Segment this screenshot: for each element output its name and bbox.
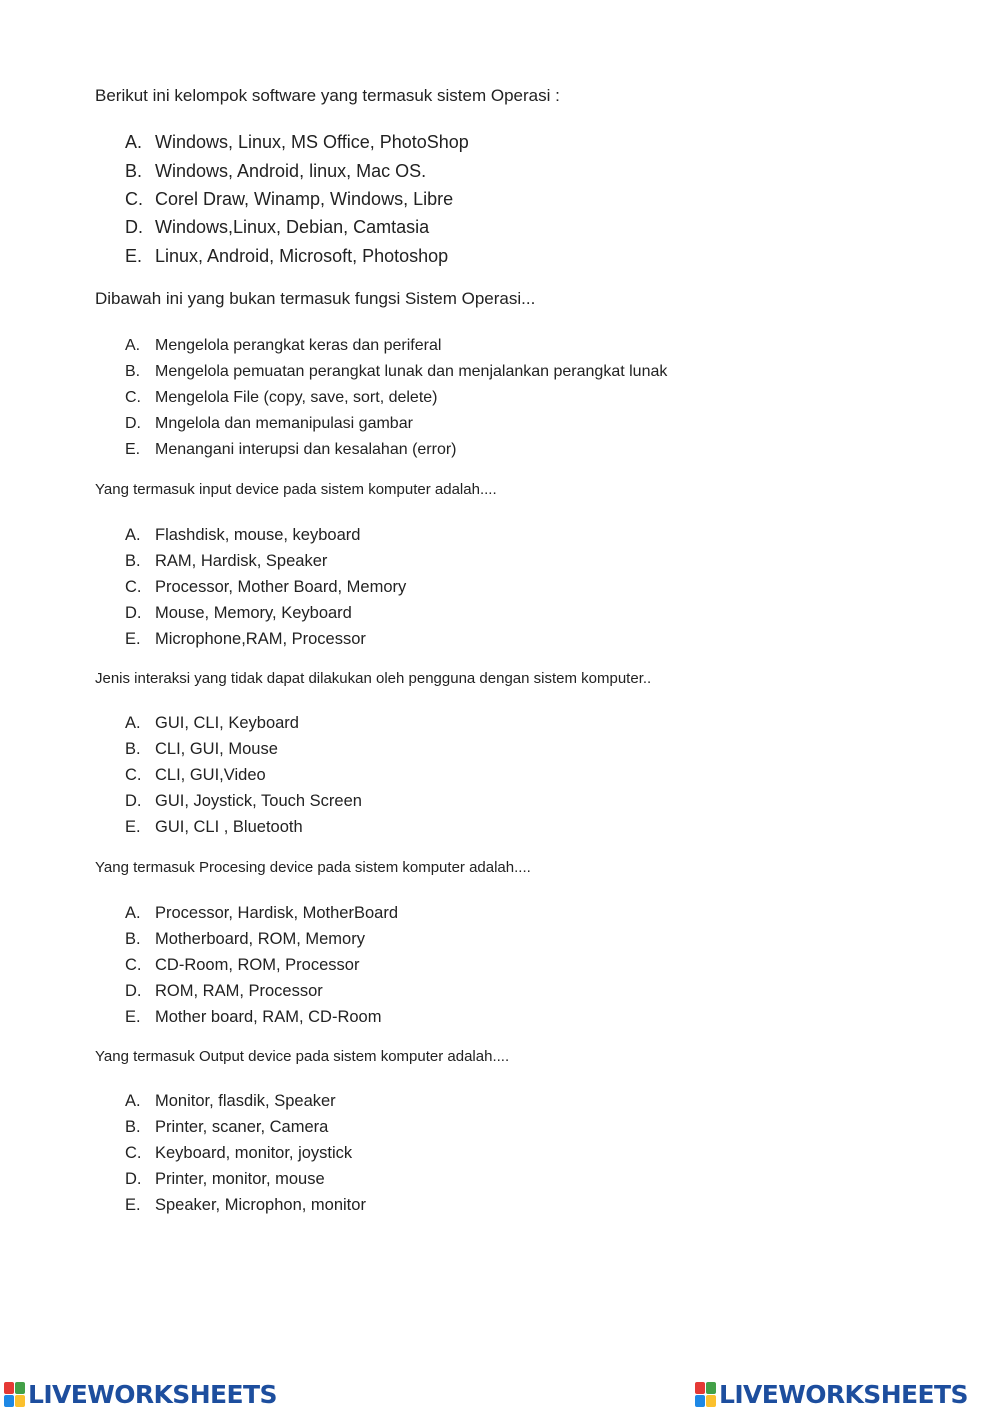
option-b[interactable] [95,548,955,574]
option-e[interactable] [95,1004,955,1030]
option-e[interactable] [95,1192,955,1218]
option-b[interactable] [95,157,955,185]
option-e[interactable] [95,437,955,463]
option-text: Linux, Android, Microsoft, Photoshop [155,245,449,266]
option-c[interactable] [95,762,955,788]
option-letter: A. [125,337,141,355]
option-text: ROM, RAM, Processor [155,982,323,1000]
option-letter: A. [125,1092,141,1110]
option-letter: B. [125,552,141,570]
options-list [95,522,955,652]
options-list [95,1088,955,1218]
option-text: Speaker, Microphon, monitor [155,1196,366,1214]
question-text: Dibawah ini yang bukan termasuk fungsi Sistem Operasi... [95,289,536,308]
option-text: Mouse, Memory, Keyboard [155,604,352,622]
option-text: CLI, GUI, Mouse [155,740,278,758]
option-text: Windows,Linux, Debian, Camtasia [155,217,430,238]
option-text: Monitor, flasdik, Speaker [155,1092,336,1110]
question-text: Yang termasuk input device pada sistem komputer adalah.... [95,481,497,498]
option-letter: C. [125,1144,142,1162]
option-text: Windows, Linux, MS Office, PhotoShop [155,132,469,153]
option-a[interactable] [95,333,955,359]
option-letter: A. [125,526,141,544]
option-d[interactable] [95,600,955,626]
liveworksheets-logo-icon [695,1382,716,1407]
option-letter: D. [125,982,142,1000]
option-c[interactable] [95,952,955,978]
option-a[interactable] [95,710,955,736]
options-list [95,710,955,840]
option-text: Mngelola dan memanipulasi gambar [155,414,413,432]
option-d[interactable] [95,788,955,814]
option-c[interactable] [95,385,955,411]
option-a[interactable] [95,900,955,926]
options-list [95,128,955,269]
question-2 [95,289,955,462]
option-text: Motherboard, ROM, Memory [155,930,365,948]
question-3 [95,481,955,652]
option-text: GUI, CLI , Bluetooth [155,818,303,836]
option-text: RAM, Hardisk, Speaker [155,552,328,570]
option-d[interactable] [95,1166,955,1192]
option-b[interactable] [95,359,955,385]
option-letter: E. [125,818,141,836]
option-letter: D. [125,217,143,238]
option-text: CLI, GUI,Video [155,766,266,784]
question-5 [95,859,955,1030]
option-c[interactable] [95,185,955,213]
option-b[interactable] [95,1114,955,1140]
option-letter: D. [125,414,141,432]
option-letter: C. [125,578,142,596]
option-letter: C. [125,188,143,209]
question-text: Yang termasuk Output device pada sistem komputer adalah.... [95,1048,510,1065]
option-e[interactable] [95,242,955,270]
question-text: Berikut ini kelompok software yang termasuk sistem Operasi : [95,86,560,105]
brand-wordmark: LIVEWORKSHEETS [719,1379,968,1409]
question-1 [95,86,955,270]
option-e[interactable] [95,626,955,652]
option-text: Printer, scaner, Camera [155,1118,329,1136]
option-letter: E. [125,245,143,266]
question-4 [95,670,955,840]
option-text: Flashdisk, mouse, keyboard [155,526,361,544]
question-6 [95,1048,955,1218]
option-letter: D. [125,604,142,622]
option-d[interactable] [95,978,955,1004]
option-text: GUI, CLI, Keyboard [155,714,299,732]
option-letter: B. [125,160,143,181]
option-letter: E. [125,1196,141,1214]
option-letter: B. [125,1118,141,1136]
question-text: Yang termasuk Procesing device pada sistem komputer adalah.... [95,859,531,876]
option-b[interactable] [95,926,955,952]
brand-wordmark: LIVEWORKSHEETS [28,1379,277,1409]
question-text: Jenis interaksi yang tidak dapat dilakukan oleh pengguna dengan sistem komputer.. [95,670,652,687]
option-text: Microphone,RAM, Processor [155,630,366,648]
option-text: CD-Room, ROM, Processor [155,956,360,974]
option-d[interactable] [95,213,955,241]
liveworksheets-logo-icon [4,1382,25,1407]
option-d[interactable] [95,411,955,437]
option-text: Menangani interupsi dan kesalahan (error) [155,440,457,458]
options-list [95,900,955,1030]
option-text: Processor, Mother Board, Memory [155,578,407,596]
option-letter: D. [125,792,142,810]
liveworksheets-brand-left [4,1378,277,1410]
option-letter: D. [125,1170,142,1188]
option-text: Windows, Android, linux, Mac OS. [155,160,427,181]
option-text: Corel Draw, Winamp, Windows, Libre [155,188,454,209]
option-text: Mengelola pemuatan perangkat lunak dan menjalankan perangkat lunak [155,363,668,381]
option-text: Mengelola perangkat keras dan periferal [155,337,442,355]
option-letter: E. [125,1008,141,1026]
option-b[interactable] [95,736,955,762]
option-letter: A. [125,132,143,153]
option-a[interactable] [95,522,955,548]
option-c[interactable] [95,574,955,600]
option-letter: C. [125,388,141,406]
option-text: Mengelola File (copy, save, sort, delete) [155,388,438,406]
option-letter: A. [125,904,141,922]
option-e[interactable] [95,814,955,840]
option-c[interactable] [95,1140,955,1166]
liveworksheets-brand-right [695,1378,968,1410]
option-letter: B. [125,363,141,381]
option-letter: C. [125,956,142,974]
option-text: Printer, monitor, mouse [155,1170,325,1188]
option-letter: E. [125,630,141,648]
option-letter: B. [125,930,141,948]
option-letter: B. [125,740,141,758]
option-text: Mother board, RAM, CD-Room [155,1008,382,1026]
option-text: GUI, Joystick, Touch Screen [155,792,362,810]
option-a[interactable] [95,128,955,156]
option-text: Processor, Hardisk, MotherBoard [155,904,399,922]
option-text: Keyboard, monitor, joystick [155,1144,353,1162]
option-letter: C. [125,766,142,784]
option-letter: A. [125,714,141,732]
option-a[interactable] [95,1088,955,1114]
options-list [95,333,955,462]
option-letter: E. [125,440,141,458]
